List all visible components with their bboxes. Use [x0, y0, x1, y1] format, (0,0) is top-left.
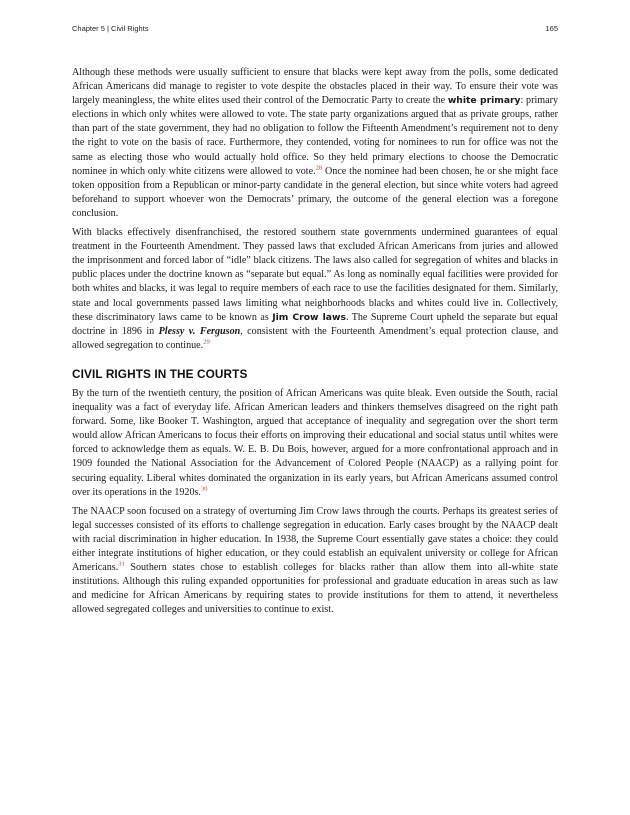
paragraph-naacp-founding: [72, 387, 558, 500]
body-text: [72, 66, 558, 622]
paragraph-white-primary: [72, 66, 558, 221]
key-term-white-primary: white primary: [447, 95, 521, 107]
paragraph-jim-crow: [72, 226, 558, 353]
text-run: , consistent with the Fourteenth Amendment’s equal protection clause, and allowed segregation to continue.: [72, 325, 558, 351]
chapter-title: Chapter 5 | Civil Rights: [72, 24, 149, 33]
footnote-link-31[interactable]: 31: [118, 560, 125, 568]
text-run: The NAACP soon focused on a strategy of overturning Jim Crow laws through the courts. Perhaps its greatest series of legal successes consisted of its efforts to challenge segregation in education. Early cases brought by the NAACP dealt with racial discrimination in higher education. In 1938, the Supreme Court essentially gave states a choice: they could either integrate institutions of higher education, or they could establish an equivalent university or college for African Americans.: [72, 505, 558, 574]
key-term-jim-crow-laws: Jim Crow laws: [272, 311, 346, 323]
footnote-link-29[interactable]: 29: [203, 338, 210, 346]
text-run: Southern states chose to establish colleges for blacks rather than allow them into all-white state institutions. Although this ruling expanded opportunities for professional and graduate education in areas such as law and medicine for African Americans by requiring states to provide institutions for them to attend, it nevertheless allowed segregated colleges and universities to continue to exist.: [72, 562, 558, 616]
page-number: 165: [545, 24, 558, 33]
text-run: : primary elections in which only whites were allowed to vote. The state party organizations argued that as private groups, rather than part of the state government, they had no obligation to follow the Fifteenth Amendment’s requirement not to deny the right to vote on the basis of race. Furthermore, they contended, voting for nominees to run for office was not the same as electing those who would actually hold office. So they held primary elections to choose the Democratic nominee in which only white citizens were allowed to vote.: [72, 95, 559, 177]
text-run: Although these methods were usually sufficient to ensure that blacks were kept away from the polls, some dedicated African Americans did manage to register to vote despite the obstacles placed in their way. To ensure their vote was largely meaningless, the white elites used their control of the Democratic Party to create the: [72, 67, 558, 107]
text-run: By the turn of the twentieth century, the position of African Americans was quite bleak. Even outside the South, racial inequality was a fact of everyday life. African American leaders and thinkers themselves disagreed on the right path forward. Some, like Booker T. Washington, argued that acceptance of inequality and segregation over the short term would allow African Americans to focus their efforts on improving their educational and social status until whites were forced to acknowledge them as equals. W. E. B. Du Bois, however, argued for a more confrontational approach and in 1909 founded the National Association for the Advancement of Colored People (NAACP) as a rallying point for securing equality. Liberal whites dominated the organization in its early years, but African Americans assumed control over its operations in the 1920s.: [72, 387, 558, 498]
paragraph-naacp-courts: [72, 505, 558, 618]
text-run: Once the nominee had been chosen, he or she might face token opposition from a Republican or minor-party candidate in the general election, but since white voters had agreed beforehand to support whoever won the Democrats’ primary, the outcome of the general election was a foregone conclusion.: [72, 165, 558, 219]
running-header: [72, 24, 558, 33]
footnote-link-30[interactable]: 30: [200, 485, 208, 493]
text-run: With blacks effectively disenfranchised, the restored southern state governments undermined guarantees of equal treatment in the Fourteenth Amendment. They passed laws that excluded African Americans from juries and allowed the imprisonment and forced labor of “idle” black citizens. The laws also called for segregation of whites and blacks in public places under the doctrine known as “separate but equal.” As long as nominally equal facilities were provided for both whites and blacks, it was legal to require members of each race to use the facilities designated for them. Similarly, state and local governments passed laws limiting what neighborhoods blacks and whites could live in. Collectively, these discriminatory laws came to be known as: [72, 227, 558, 323]
text-run: . The Supreme Court upheld the separate but equal doctrine in 1896 in: [72, 311, 558, 337]
case-name-plessy: Plessy v. Ferguson: [158, 325, 241, 337]
section-heading: CIVIL RIGHTS IN THE COURTS: [72, 366, 248, 381]
footnote-link-28[interactable]: 28: [315, 164, 323, 172]
